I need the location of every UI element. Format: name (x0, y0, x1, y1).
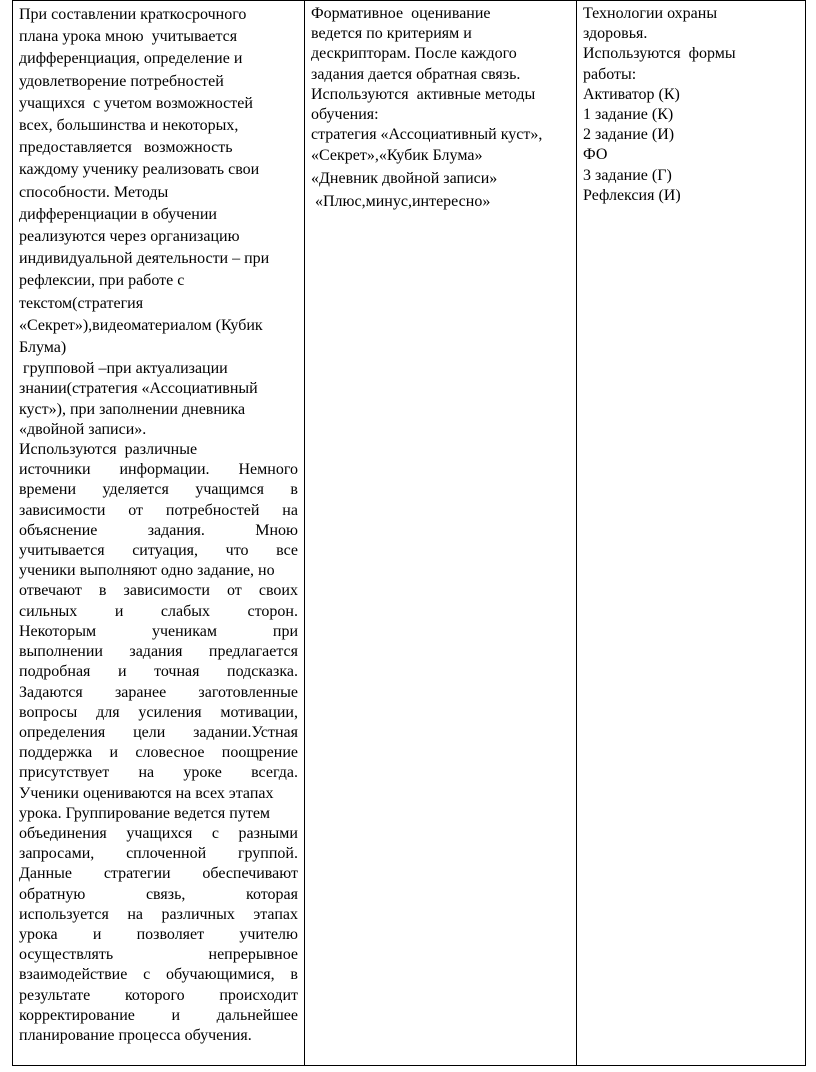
text-line: учащихся с учетом возможностей (19, 94, 253, 112)
word: с (211, 824, 219, 842)
text-line: групповой –при актуализации (19, 360, 228, 378)
word: этапах (253, 905, 298, 923)
text-line: Используются активные методы (311, 85, 536, 103)
word: заготовленные (198, 683, 298, 701)
word: Некоторым (19, 622, 97, 640)
word: зависимости (123, 582, 210, 600)
text-line: Формативное оценивание (311, 5, 491, 22)
cell-assessment (305, 1, 577, 1066)
text-line: «Дневник двойной записи» (311, 170, 498, 188)
paragraph-formative-assessment (311, 4, 570, 145)
text-line (19, 622, 298, 642)
word: на (127, 905, 144, 923)
text-line: плана урока мною учитывается (19, 28, 238, 46)
text-line (19, 480, 298, 500)
text-line (19, 581, 298, 601)
word: от (227, 582, 242, 600)
text-line: куст»), при заполнении дневника (19, 400, 246, 418)
text-line: Используются формы (583, 45, 736, 63)
text-line: Блума) (19, 339, 67, 357)
word: объединения (19, 824, 107, 842)
text-line (19, 824, 298, 844)
word: всегда. (251, 764, 298, 782)
word: и (171, 1006, 180, 1024)
text-line (19, 965, 298, 985)
word: отвечают (19, 582, 82, 600)
word: что (225, 542, 249, 560)
text-line: здоровья. (583, 25, 648, 43)
text-line: всех, большинства и некоторых, (19, 117, 239, 135)
word: обратную (19, 885, 86, 903)
text-line: дескрипторам. После каждого (311, 45, 517, 63)
text-line: дифференциации в обучении (19, 205, 217, 223)
text-line (19, 986, 298, 1006)
word: предлагается (208, 643, 298, 661)
word: все (276, 542, 298, 560)
word: Задаются (19, 683, 83, 701)
text-line (19, 723, 298, 743)
word: уделяется (102, 481, 169, 499)
text-line (19, 784, 298, 804)
word: мотивации, (220, 703, 298, 721)
text-line (19, 1006, 298, 1026)
paragraph-differentiation (19, 4, 298, 359)
word: позволяет (136, 925, 205, 943)
text-line: способности. Методы (19, 183, 169, 201)
word: сплоченной (126, 845, 207, 863)
text-line: «Плюс,минус,интересно» (311, 193, 491, 211)
text-line (19, 804, 298, 824)
text-line: Технологии охраны (583, 5, 718, 22)
word: словесное (135, 744, 205, 762)
text-line (19, 541, 298, 561)
word: Данные (19, 865, 72, 883)
word: вопросы (19, 703, 78, 721)
word: ученикам (151, 622, 217, 640)
text-line: знании(стратегия «Ассоциативный (19, 380, 258, 398)
word: на (138, 764, 155, 782)
text-line (19, 945, 298, 965)
text-line (19, 905, 298, 925)
text-line: Активатор (К) (583, 85, 680, 103)
text-line: реализуются через организацию (19, 228, 240, 246)
word: учителю (239, 925, 298, 943)
text-line (19, 521, 298, 541)
word: которая (245, 885, 298, 903)
word: задания (129, 643, 183, 661)
text-line (19, 844, 298, 864)
word: в (290, 481, 298, 499)
word: зависимости (19, 501, 106, 519)
word: урока (19, 925, 58, 943)
word: сторон. (247, 602, 298, 620)
text-line: Используются различные (19, 441, 198, 459)
text-line: 1 задание (К) (583, 106, 674, 124)
word: точная (154, 663, 200, 681)
word: группой. (237, 845, 298, 863)
text-line: ведется по критериям и (311, 25, 472, 43)
text-line: «двойной записи». (19, 420, 147, 438)
text-line: При составлении краткосрочного (19, 6, 247, 23)
text-line: рефлексии, при работе с (19, 272, 185, 290)
cell-health-technologies (577, 1, 806, 1066)
word: разными (238, 824, 298, 842)
text-line (19, 642, 298, 662)
word: поощрение (221, 744, 298, 762)
word: дальнейшее (216, 1006, 298, 1024)
table-row (13, 1, 806, 1066)
text-line (19, 501, 298, 521)
text-line: Рефлексия (И) (583, 186, 681, 204)
word: учащихся (126, 824, 193, 842)
text-line: удовлетворение потребностей (19, 72, 224, 90)
text-line (19, 885, 298, 905)
text-line: 3 задание (Г) (583, 166, 672, 184)
text-line: «Секрет»),видеоматериалом (Кубик (19, 316, 263, 334)
word: в (290, 966, 298, 984)
text-line: каждому ученику реализовать свои (19, 161, 260, 179)
word: подробная (19, 663, 91, 681)
word: для (96, 703, 120, 721)
word: которого (124, 986, 185, 1004)
text-line: задания дается обратная связь. (311, 65, 521, 83)
word: различных (161, 905, 235, 923)
text-line (19, 683, 298, 703)
text-line: стратегия «Ассоциативный куст», (311, 126, 543, 144)
paragraph-information-sources (19, 460, 298, 1026)
word: информации. (119, 461, 210, 479)
word: результате (19, 986, 91, 1004)
text-line: ФО (583, 146, 608, 164)
word: присутствует (19, 764, 110, 782)
word: с (143, 966, 151, 984)
word: в (98, 582, 107, 600)
text-line: обучения: (311, 106, 379, 124)
word: и (92, 925, 102, 943)
word: определения (19, 723, 106, 741)
word: Мною (255, 521, 298, 539)
word: объяснение (19, 521, 98, 539)
text-line (19, 925, 298, 945)
text-line (19, 743, 298, 763)
word: своих (258, 582, 298, 600)
lesson-plan-table (12, 0, 806, 1066)
word: и (117, 663, 127, 681)
paragraph-strategies (311, 145, 570, 213)
word: Ученики оцениваются на всех этапах (19, 784, 274, 802)
word: уроке (183, 764, 222, 782)
word: цели (133, 723, 166, 741)
word: и (114, 602, 124, 620)
word: усиления (138, 703, 202, 721)
word: ситуация, (132, 542, 199, 560)
text-line (19, 864, 298, 884)
text-line (19, 561, 298, 581)
word: взаимодействие (19, 966, 128, 984)
word: урока. Группирование ведется путем (19, 804, 271, 822)
assessment-text (305, 1, 576, 214)
word: ученики выполняют одно задание, но (19, 562, 275, 580)
word: происходит (219, 986, 298, 1004)
health-technologies-text (577, 1, 805, 206)
text-line: дифференциация, определение и (19, 50, 243, 68)
text-line (19, 763, 298, 783)
word: осуществлять (19, 946, 114, 964)
text-line: текстом(стратегия (19, 294, 144, 312)
cell-differentiation (13, 1, 305, 1066)
word: обучающимися, (165, 966, 275, 984)
text-line (19, 602, 298, 622)
word: выполнении (19, 643, 103, 661)
word: и (109, 744, 119, 762)
word: запросами, (19, 845, 95, 863)
word: обеспечивают (202, 865, 298, 883)
word: используется (19, 905, 109, 923)
text-line: работы: (583, 65, 637, 83)
word: сильных (19, 602, 78, 620)
text-line (19, 662, 298, 682)
text-line: индивидуальной деятельности – при (19, 250, 270, 268)
text-line: «Секрет»,«Кубик Блума» (311, 147, 483, 165)
word: Немного (238, 461, 298, 479)
text-line: планирование процесса обучения. (19, 1026, 252, 1044)
word: учащимся (195, 481, 264, 499)
word: на (282, 501, 298, 519)
text-line: предоставляется возможность (19, 139, 233, 157)
word: поддержка (19, 744, 93, 762)
text-line (19, 460, 298, 480)
word: слабых (160, 602, 210, 620)
word: связь, (145, 885, 186, 903)
word: непрерывное (208, 946, 298, 964)
word: источники (19, 461, 91, 479)
word: задании.Устная (193, 723, 298, 741)
word: стратегии (103, 865, 171, 883)
word: учитывается (19, 542, 105, 560)
word: корректирование (19, 1006, 135, 1024)
word: при (272, 622, 298, 640)
word: времени (19, 481, 77, 499)
word: заранее (114, 683, 167, 701)
text-line: 2 задание (И) (583, 126, 675, 144)
word: потребностей (165, 501, 260, 519)
differentiation-text (13, 1, 304, 1046)
word: подсказка. (227, 663, 298, 681)
paragraph-group-work (19, 359, 298, 460)
word: задания. (147, 521, 205, 539)
word: от (128, 501, 144, 519)
text-line (19, 703, 298, 723)
